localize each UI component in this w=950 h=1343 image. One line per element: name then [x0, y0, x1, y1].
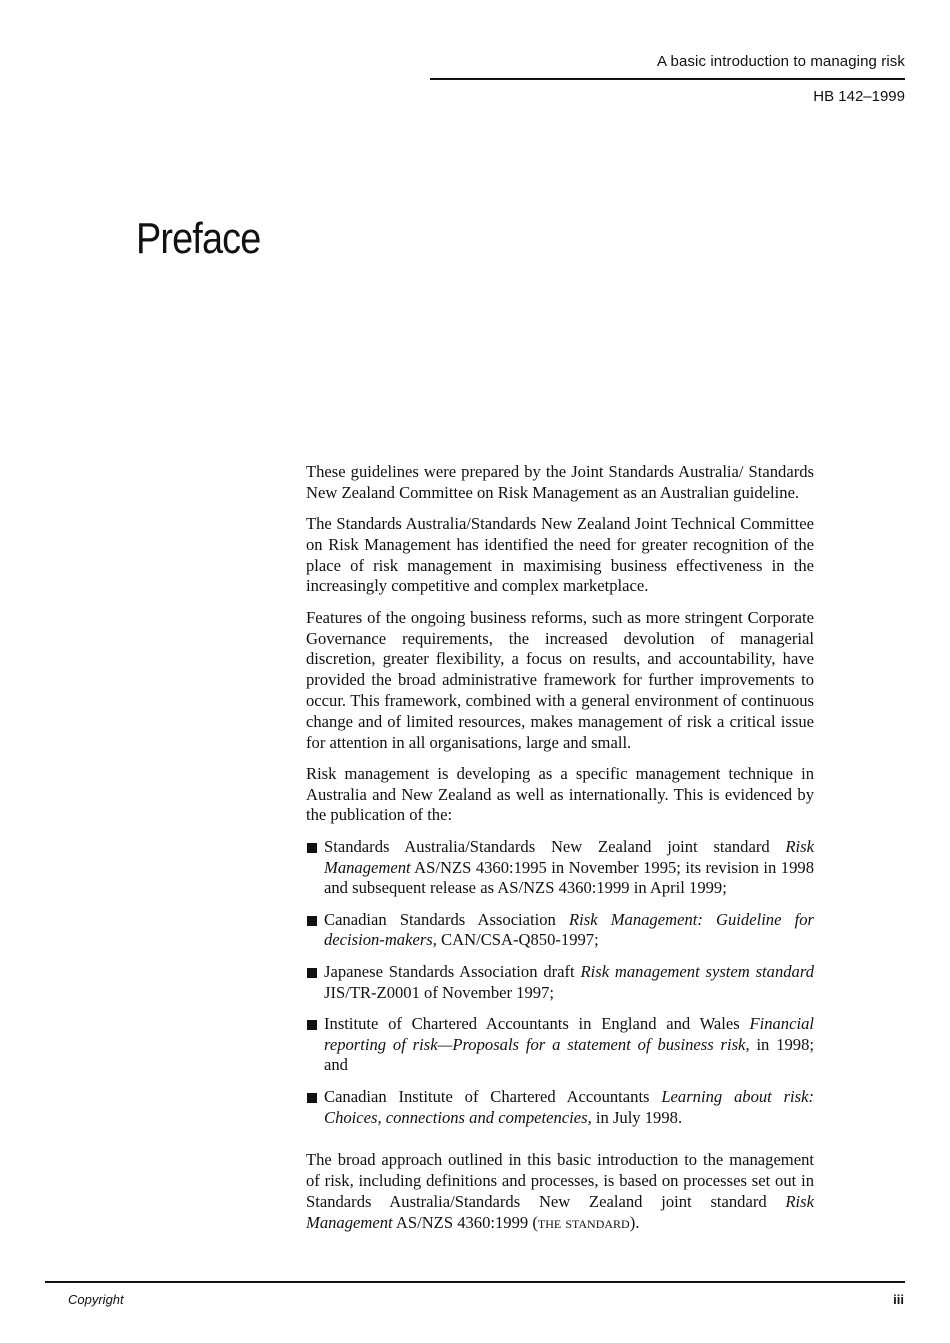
square-bullet-icon: [307, 1020, 317, 1030]
list-item-text: JIS/TR-Z0001 of November 1997;: [324, 982, 554, 1002]
square-bullet-icon: [307, 1093, 317, 1103]
list-item-text: CAN/CSA-Q850-1997;: [436, 930, 599, 950]
page-number: iii: [893, 1292, 904, 1307]
standard-title: Risk Management: [306, 1191, 814, 1232]
paragraph-1: These guidelines were prepared by the Joint Standards Australia/ Standards New Zealand Committee on Risk Management as an Australian guideline.: [306, 462, 814, 502]
list-item-text: Canadian Standards Association: [324, 909, 569, 929]
page-title: Preface: [136, 214, 261, 263]
list-item-text: Japanese Standards Association draft: [324, 961, 581, 981]
square-bullet-icon: [307, 843, 317, 853]
paragraph-4: Risk management is developing as a specific management technique in Australia and New Zealand as well as internationally. This is evidenced by the publication of the:: [306, 763, 814, 825]
closing-text: AS/NZS 4360:1999 (: [392, 1212, 538, 1232]
list-item-title: Financial reporting of risk—Proposals for a statement of business risk: [324, 1013, 814, 1054]
list-item-text: Institute of Chartered Accountants in England and Wales: [324, 1013, 750, 1033]
list-item-text: AS/NZS 4360:1995 in November 1995; its revision in 1998 and subsequent release as AS/NZS 4360:1999 in April 1999;: [324, 857, 814, 898]
copyright-label: Copyright: [68, 1292, 124, 1307]
closing-text: The broad approach outlined in this basic introduction to the management of risk, including definitions and processes, is based on processes set out in Standards Australia/Standards New Zealand joint standard: [306, 1150, 814, 1211]
closing-paragraph: [306, 1150, 814, 1233]
list-item-title: Risk Management: Guideline for decision-makers,: [324, 909, 814, 950]
header-rule: [430, 78, 905, 80]
list-item: [306, 910, 814, 952]
list-item-title: Risk management system standard: [580, 961, 814, 981]
running-header-title: A basic introduction to managing risk: [657, 53, 905, 70]
list-item: [306, 1087, 814, 1129]
list-item: [306, 837, 814, 899]
footer-rule: [45, 1281, 905, 1283]
list-item-title: Learning about risk: Choices, connections and competencies: [324, 1086, 814, 1127]
square-bullet-icon: [307, 968, 317, 978]
list-item-text: , in 1998; and: [324, 1034, 814, 1075]
list-item: [306, 962, 814, 1004]
closing-text: ).: [629, 1212, 640, 1232]
list-item-text: Standards Australia/Standards New Zealand joint standard: [324, 836, 786, 856]
publication-list: [306, 837, 814, 1129]
paragraph-2: The Standards Australia/Standards New Zealand Joint Technical Committee on Risk Management has identified the need for greater recognition of the place of risk management in maximising business effectiveness in the increasingly competitive and complex marketplace.: [306, 514, 814, 596]
list-item-text: , in July 1998.: [587, 1107, 683, 1127]
standard-short-name: the standard: [537, 1212, 630, 1232]
list-item-title: Risk Management: [324, 836, 814, 877]
paragraph-3: Features of the ongoing business reforms, such as more stringent Corporate Governance requirements, the increased devolution of managerial discretion, greater flexibility, a focus on results, and accountability, have provided the broad administrative framework for further improvements to occur. This framework, combined with a general environment of continuous change and of limited resources, makes management of risk a critical issue for attention in all organisations, large and small.: [306, 607, 814, 752]
square-bullet-icon: [307, 916, 317, 926]
list-item-text: Canadian Institute of Chartered Accountants: [324, 1086, 662, 1106]
document-code: HB 142–1999: [813, 88, 905, 105]
preface-body: [306, 462, 814, 1244]
list-item: [306, 1014, 814, 1076]
